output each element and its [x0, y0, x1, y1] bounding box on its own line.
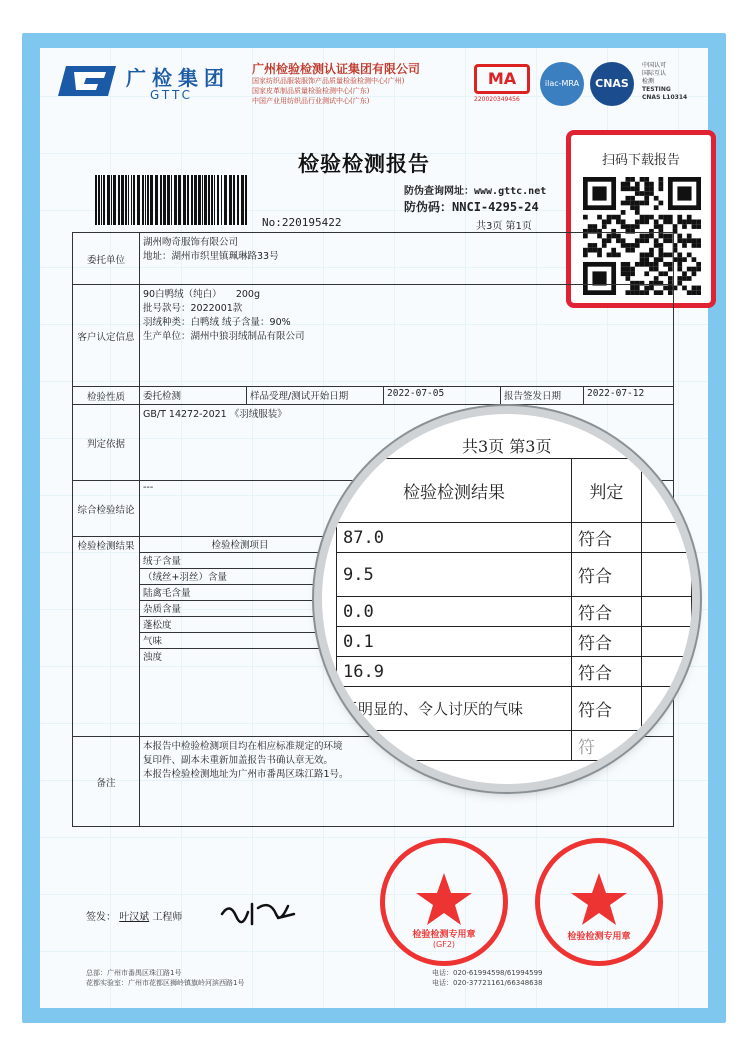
- qr-module: [644, 219, 649, 224]
- issue-value: 2022-07-12: [584, 387, 674, 405]
- qr-module: [630, 196, 635, 201]
- qr-module: [677, 219, 682, 224]
- qr-module: [692, 257, 697, 262]
- qr-module: [592, 224, 597, 229]
- results-header: 检验检测项目: [140, 537, 340, 553]
- conclusion-value: ---: [140, 481, 674, 537]
- qr-module: [687, 215, 692, 220]
- barcode-bar: [118, 175, 120, 225]
- qr-module: [649, 215, 654, 220]
- cnas-line: 中国认可: [642, 62, 667, 69]
- seal-gttc: [380, 838, 508, 966]
- qr-module: [682, 243, 687, 248]
- logo-cn: 广检集团: [126, 66, 230, 90]
- qr-module: [635, 186, 640, 191]
- barcode-bar: [211, 175, 213, 225]
- results-label: 检验检测结果: [73, 537, 140, 737]
- qr-module: [616, 219, 621, 224]
- qr-module: [649, 186, 654, 191]
- client-cell: [140, 233, 674, 285]
- barcode-bar: [224, 175, 227, 225]
- mag-judge: 符合: [571, 597, 641, 627]
- mag-judge: 符合: [571, 627, 641, 657]
- cma-mark: MA: [474, 64, 530, 94]
- seal-center-text: 检验检测专用章: [567, 932, 631, 942]
- qr-module: [621, 186, 626, 191]
- qr-module: [682, 224, 687, 229]
- client-label: 委托单位: [73, 233, 140, 285]
- qr-module: [644, 191, 649, 196]
- result-item: 陆禽毛含量: [140, 585, 340, 601]
- qr-module: [635, 224, 640, 229]
- client-name: 湖州吻奇服饰有限公司: [143, 237, 239, 248]
- mag-pages: 共3页 第3页: [462, 437, 552, 456]
- barcode-bar: [183, 175, 186, 225]
- qr-module: [677, 281, 682, 286]
- barcode: [93, 175, 253, 227]
- cnas-text: [642, 62, 687, 102]
- qr-module: [682, 276, 687, 281]
- org-line: 国家皮革制品质量检验检测中心(广东): [252, 87, 370, 95]
- verify-code-value: NNCI-4295-24: [452, 200, 539, 214]
- start-label: 样品受理/测试开始日期: [247, 387, 384, 405]
- sample-line: 生产单位：湖州中狼羽绒制品有限公司: [143, 331, 305, 342]
- qr-module: [659, 224, 664, 229]
- qr-module: [635, 210, 640, 215]
- conclusion-label: 综合检验结论: [73, 481, 140, 537]
- qr-module: [607, 215, 612, 220]
- qr-module: [625, 196, 630, 201]
- barcode-bar: [113, 175, 116, 225]
- qr-module: [682, 271, 687, 276]
- barcode-bar: [171, 175, 172, 225]
- qr-module: [692, 219, 697, 224]
- report-number: [262, 216, 341, 229]
- report-title: 检验检测报告: [298, 152, 430, 176]
- qr-module: [588, 224, 593, 229]
- barcode-bar: [202, 175, 203, 225]
- verify-code-label: 防伪码：: [404, 200, 453, 214]
- footer-lab: 花都实验室：广州市花都区狮岭镇旗岭河滨西路1号: [86, 979, 245, 987]
- basis-value: GB/T 14272-2021 《羽绒服装》: [140, 405, 674, 481]
- signature-label: 签发：: [86, 912, 116, 923]
- qr-module: [640, 177, 645, 182]
- qr-module: [687, 238, 692, 243]
- qr-module: [677, 267, 682, 272]
- footer-right: [432, 968, 543, 988]
- qr-module: [635, 182, 640, 187]
- verify-code: [404, 198, 539, 215]
- qr-module: [677, 238, 682, 243]
- barcode-bar: [101, 175, 102, 225]
- sample-cell: [140, 285, 674, 387]
- mag-value: 0.0: [337, 597, 572, 627]
- mag-col-result: 检验检测结果: [337, 459, 572, 523]
- barcode-bar: [160, 175, 162, 225]
- barcode-bar: [233, 175, 235, 225]
- barcode-bar: [214, 175, 215, 225]
- barcode-bar: [103, 175, 105, 225]
- qr-module: [602, 224, 607, 229]
- mag-value: [337, 731, 572, 761]
- mag-judge: 符合: [571, 523, 641, 553]
- barcode-bar: [131, 175, 132, 225]
- qr-module: [654, 224, 659, 229]
- footer-hq-tel: 电话：020-61994598/61994599: [432, 969, 543, 977]
- qr-module: [673, 224, 678, 229]
- qr-module: [640, 219, 645, 224]
- result-item: 蓬松度: [140, 617, 340, 633]
- barcode-bar: [155, 175, 158, 225]
- qr-module: [677, 215, 682, 220]
- qr-module: [677, 262, 682, 267]
- start-value: 2022-07-05: [384, 387, 501, 405]
- qr-module: [621, 201, 626, 206]
- qr-module: [635, 205, 640, 210]
- qr-module: [682, 219, 687, 224]
- sample-line: 羽绒种类：白鸭绒 绒子含量：90%: [143, 317, 291, 328]
- barcode-bar: [128, 175, 129, 225]
- qr-module: [649, 182, 654, 187]
- qr-module: [630, 177, 635, 182]
- qr-module: [644, 182, 649, 187]
- handwritten-signature: [218, 894, 298, 934]
- qr-module: [607, 219, 612, 224]
- qr-module: [630, 224, 635, 229]
- cnas-line: CNAS L10314: [642, 94, 688, 101]
- qr-module: [644, 186, 649, 191]
- barcode-bar: [147, 175, 149, 225]
- qr-module: [640, 201, 645, 206]
- nature-label: 检验性质: [73, 387, 140, 405]
- result-item: 绒子含量: [140, 553, 340, 569]
- client-address: 地址：湖州市织里镇珮琳路33号: [143, 251, 279, 262]
- sample-label: 客户认定信息: [73, 285, 140, 387]
- qr-module: [649, 191, 654, 196]
- sample-line: 90白鸭绒（纯白） 200g: [143, 289, 261, 300]
- qr-module: [687, 234, 692, 239]
- page-count: 共3页 第1页: [476, 221, 532, 232]
- report-number-value: 220195422: [281, 216, 342, 229]
- barcode-bar: [150, 175, 153, 225]
- result-item: 杂质含量: [140, 601, 340, 617]
- qr-module: [625, 177, 630, 182]
- qr-module: [696, 290, 701, 295]
- qr-module: [621, 210, 626, 215]
- barcode-bar: [125, 175, 127, 225]
- issue-label: 报告签发日期: [501, 387, 584, 405]
- barcode-bar: [241, 175, 244, 225]
- qr-module: [692, 290, 697, 295]
- qr-module: [659, 186, 664, 191]
- qr-module: [682, 257, 687, 262]
- qr-module: [696, 243, 701, 248]
- ilac-mark: ilac-MRA: [540, 62, 584, 106]
- seal-center-text: 检验检测专用章: [412, 930, 476, 940]
- verify-site-value[interactable]: www.gttc.net: [474, 186, 547, 197]
- qr-module: [687, 253, 692, 258]
- cnas-mark: CNAS: [590, 62, 634, 106]
- barcode-bar: [204, 175, 207, 225]
- qr-module: [696, 286, 701, 291]
- qr-module: [692, 286, 697, 291]
- qr-module: [635, 219, 640, 224]
- report-number-label: No:: [262, 216, 282, 229]
- qr-module: [602, 219, 607, 224]
- qr-module: [687, 267, 692, 272]
- barcode-bar: [142, 175, 144, 225]
- qr-module: [677, 276, 682, 281]
- qr-module: [654, 219, 659, 224]
- qr-module: [625, 182, 630, 187]
- qr-module: [621, 224, 626, 229]
- qr-module: [692, 224, 697, 229]
- barcode-bar: [121, 175, 124, 225]
- qr-module: [621, 182, 626, 187]
- org-lines: [252, 76, 404, 106]
- barcode-bar: [137, 175, 140, 225]
- seal-sub: (GF2): [432, 940, 456, 949]
- mag-value: 9.5: [337, 553, 572, 597]
- barcode-bar: [163, 175, 166, 225]
- qr-module: [616, 215, 621, 220]
- qr-module: [640, 215, 645, 220]
- qr-module: [696, 224, 701, 229]
- remark-line: 本报告检验检测地址为广州市番禺区珠江路1号。: [143, 769, 349, 780]
- signature-title: 工程师: [152, 912, 183, 923]
- mag-judge: 符合: [571, 687, 641, 731]
- qr-module: [621, 219, 626, 224]
- magnifier-content: [322, 414, 692, 784]
- qr-module: [644, 196, 649, 201]
- barcode-bar: [107, 175, 110, 225]
- footer-left: [86, 968, 244, 988]
- qr-module: [625, 201, 630, 206]
- barcode-bar: [111, 175, 112, 225]
- mag-value: 无明显的、令人讨厌的气味: [337, 687, 572, 731]
- cnas-line: 检测: [642, 78, 655, 85]
- qr-module: [663, 215, 668, 220]
- logo-en: GTTC: [150, 88, 193, 102]
- barcode-bar: [198, 175, 201, 225]
- qr-module: [696, 267, 701, 272]
- footer-lab-tel: 电话：020-37721161/66348638: [432, 979, 543, 987]
- qr-module: [630, 205, 635, 210]
- qr-module: [692, 238, 697, 243]
- qr-module: [644, 215, 649, 220]
- qr-module: [682, 238, 687, 243]
- nature-value: 委托检测: [140, 387, 247, 405]
- qr-module: [677, 253, 682, 258]
- sample-line: 批号款号：2022001款: [143, 303, 243, 314]
- mag-judge: 符合: [571, 657, 641, 687]
- barcode-bar: [237, 175, 239, 225]
- verify-site-label: 防伪查询网址：: [404, 186, 474, 197]
- qr-module: [644, 177, 649, 182]
- qr-module: [692, 267, 697, 272]
- qr-module: [696, 238, 701, 243]
- gttc-logo-icon: [58, 62, 118, 100]
- basis-label: 判定依据: [73, 405, 140, 481]
- qr-module: [630, 186, 635, 191]
- qr-module: [696, 262, 701, 267]
- org-name: 广州检验检测认证集团有限公司: [252, 62, 421, 76]
- qr-module: [687, 276, 692, 281]
- mag-judge: 符: [571, 731, 641, 761]
- qr-module: [640, 191, 645, 196]
- qr-module: [625, 186, 630, 191]
- qr-module: [682, 286, 687, 291]
- signature-name: 叶汉斌: [119, 912, 150, 923]
- remark-line: 本报告中检验检测项目均在相应标准规定的环境: [143, 741, 343, 752]
- result-item: 气味: [140, 633, 340, 649]
- qr-module: [687, 290, 692, 295]
- signature-line: [86, 908, 182, 923]
- qr-module: [677, 257, 682, 262]
- cnas-line: TESTING: [642, 86, 671, 93]
- barcode-bar: [229, 175, 232, 225]
- qr-module: [654, 196, 659, 201]
- qr-module: [597, 215, 602, 220]
- qr-module: [659, 201, 664, 206]
- qr-module: [611, 215, 616, 220]
- mag-judge: 符合: [571, 553, 641, 597]
- qr-finder: [677, 186, 691, 200]
- remark-label: 备注: [73, 737, 140, 827]
- qr-module: [687, 219, 692, 224]
- qr-module: [692, 243, 697, 248]
- barcode-bar: [98, 175, 100, 225]
- qr-module: [644, 201, 649, 206]
- org-line: 国家纺织品服装服饰产品质量检验检测中心(广州): [252, 77, 405, 85]
- mag-value: 87.0: [337, 523, 572, 553]
- barcode-bar: [194, 175, 197, 225]
- footer-hq: 总部：广州市番禺区珠江路1号: [86, 969, 182, 977]
- qr-module: [668, 219, 673, 224]
- barcode-bar: [145, 175, 146, 225]
- magnifier-lens: [322, 414, 692, 784]
- mag-col-judge: 判定: [571, 459, 641, 523]
- qr-module: [659, 177, 664, 182]
- result-item: （绒丝+羽丝）含量: [140, 569, 340, 585]
- barcode-bar: [167, 175, 170, 225]
- mag-table: [336, 458, 692, 761]
- barcode-bar: [187, 175, 189, 225]
- qr-module: [663, 219, 668, 224]
- qr-module: [659, 182, 664, 187]
- org-line: 中国产业用纺织品行业测试中心(广东): [252, 97, 370, 105]
- barcode-bar: [221, 175, 222, 225]
- barcode-bar: [217, 175, 219, 225]
- barcode-bar: [245, 175, 247, 225]
- barcode-bar: [133, 175, 135, 225]
- remark-line: 复印件、副本未重新加盖报告书确认章无效。: [143, 755, 334, 766]
- seal-national-center: [535, 838, 663, 966]
- gttc-logo: [58, 62, 118, 104]
- qr-finder: [592, 186, 606, 200]
- barcode-bar: [178, 175, 181, 225]
- qr-module: [677, 234, 682, 239]
- verify-site: [404, 182, 546, 197]
- result-item: 浊度: [143, 652, 163, 663]
- qr-module: [654, 205, 659, 210]
- qr-module: [625, 224, 630, 229]
- barcode-bar: [174, 175, 177, 225]
- qr-module: [692, 271, 697, 276]
- qr-module: [696, 219, 701, 224]
- mag-value: 0.1: [337, 627, 572, 657]
- mag-value: 16.9: [337, 657, 572, 687]
- qr-module: [583, 215, 588, 220]
- qr-module: [630, 201, 635, 206]
- qr-label: 扫码下载报告: [601, 153, 680, 168]
- cnas-line: 国际互认: [642, 70, 667, 77]
- barcode-bar: [191, 175, 193, 225]
- qr-module: [635, 201, 640, 206]
- cma-number: 220020349456: [474, 96, 520, 103]
- barcode-bar: [95, 175, 97, 225]
- qr-module: [659, 215, 664, 220]
- barcode-bar: [208, 175, 210, 225]
- qr-module: [635, 191, 640, 196]
- qr-module: [668, 215, 673, 220]
